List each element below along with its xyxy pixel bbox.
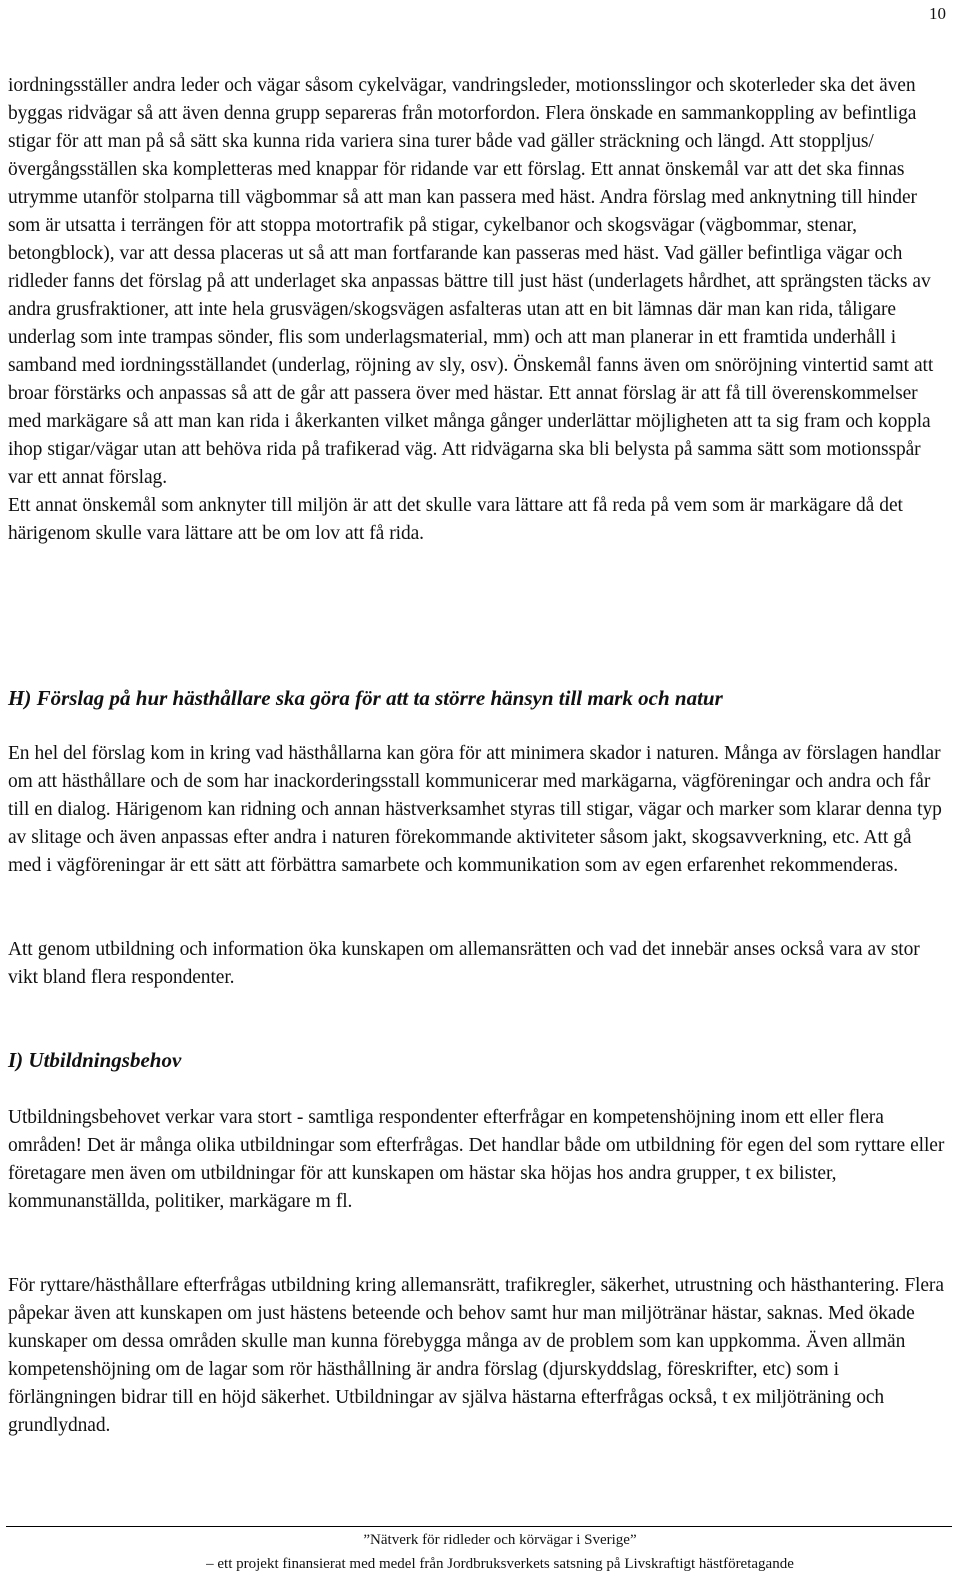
footer-subtitle: – ett projekt finansierat med medel från Jordbruksverkets satsning på Livskraftigt hästföretagande xyxy=(206,1556,794,1572)
page-number: 10 xyxy=(929,4,946,23)
document-body xyxy=(8,72,948,1436)
section-i-heading: I) Utbildningsbehov xyxy=(8,1048,182,1072)
footer-divider xyxy=(6,1526,952,1527)
section-i-paragraph-2: För ryttare/hästhållare efterfrågas utbildning kring allemansrätt, trafikregler, säkerhet, utrustning och hästhantering. Flera påpekar även att kunskapen om just hästens beteende och behov samt hur man miljötränar hästar, saknas. Med ökade kunskaper om dessa områden skulle man kunna förebygga många av de problem som kan uppkomma. Även allmän kompetenshöjning om de lagar som rör hästhållning är andra förslag (djurskyddslag, föreskrifter, etc) som i förlängningen bidrar till en höjd säkerhet. Utbildningar av själva hästarna efterfrågas också, t ex miljöträning och grundlydnad. xyxy=(8,1275,944,1436)
section-h-paragraph-1: En hel del förslag kom in kring vad hästhållarna kan göra för att minimera skador i naturen. Många av förslagen handlar om att hästhållare och de som har inackorderingsstall kommunicerar med markägarna, vägföreningar och andra och får till en dialog. Härigenom kan ridning och annan hästverksamhet styras till stigar, vägar och marker som klarar denna typ av slitage och även anpassas efter andra i naturen förekommande aktiviteter såsom jakt, skogsavverkning, etc. Att gå med i vägföreningar är ett sätt att förbättra samarbete och kommunikation som av egen erfarenhet rekommenderas. xyxy=(8,743,942,876)
footer-title: ”Nätverk för ridleder och körvägar i Sverige” xyxy=(363,1532,637,1548)
intro-paragraph-1: iordningsställer andra leder och vägar såsom cykelvägar, vandringsleder, motionsslingor och skoterleder ska det även byggas ridvägar så att även denna grupp separeras från motorfordon. Flera önskade en sammankoppling av befintliga stigar för att man på så sätt ska kunna rida variera sina turer både vad gäller sträckning och längd. Att stoppljus/övergångsställen ska kompletteras med knappar för ridande var ett förslag. Ett annat önskemål var att det ska finnas utrymme utanför stolparna till vägbommar så att man kan passera med häst. Andra förslag med anknytning till hinder som är utsatta i terrängen för att stoppa motortrafik på stigar, cykelbanor och skogsvägar (vägbommar, stenar, betongblock), var att dessa placeras ut så att man fortfarande kan passeras med häst. Vad gäller befintliga vägar och ridleder fanns det förslag på att underlaget ska anpassas bättre till just häst (underlagets hårdhet, att sprängsten täcks av andra grusfraktioner, att inte hela grusvägen/skogsvägen asfalteras utan att en bit lämnas där man kan rida, tåligare underlag som inte trampas sönder, flis som underlagsmaterial, mm) och att man planerar in ett framtida underhåll i samband med iordningsställandet (underlag, röjning av sly, osv). Önskemål fanns även om snöröjning vintertid samt att broar förstärks och anpassas så att de går att passera över med hästar. Ett annat förslag är att få till överenskommelser med markägare så att man kan rida i åkerkanten vilket många gånger underlättar möjligheten att ta sig fram och koppla ihop stigar/vägar utan att behöva rida på trafikerad väg. Att ridvägarna ska bli belysta på samma sätt som motionsspår var ett annat förslag. xyxy=(8,75,934,488)
section-h-paragraph-2: Att genom utbildning och information öka kunskapen om allemansrätten och vad det innebär anses också vara av stor vikt bland flera respondenter. xyxy=(8,939,920,988)
section-h-heading: H) Förslag på hur hästhållare ska göra för att ta större hänsyn till mark och natur xyxy=(8,686,723,710)
intro-paragraph-2: Ett annat önskemål som anknyter till miljön är att det skulle vara lättare att få reda på vem som är markägare då det härigenom skulle vara lättare att be om lov att få rida. xyxy=(8,495,903,544)
section-i-paragraph-1: Utbildningsbehovet verkar vara stort - samtliga respondenter efterfrågar en kompetenshöjning inom ett eller flera områden! Det är många olika utbildningar som efterfrågas. Det handlar både om utbildning för egen del som ryttare eller företagare men även om utbildningar för att kunskapen om hästar ska höjas hos andra grupper, t ex bilister, kommunanställda, politiker, markägare m fl. xyxy=(8,1107,945,1212)
